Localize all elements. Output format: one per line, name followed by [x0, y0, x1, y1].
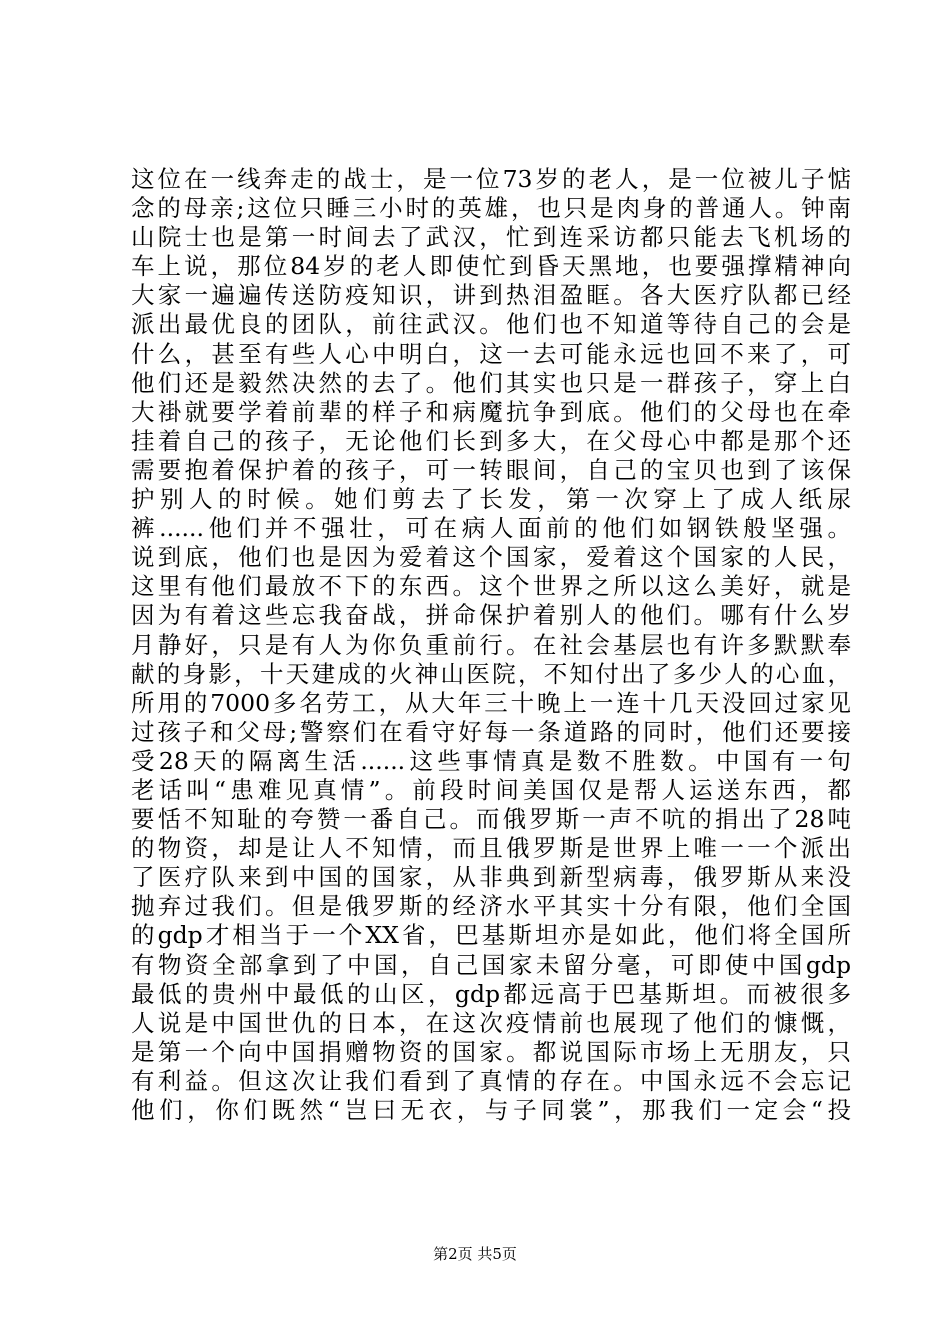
text-line: 车上说，那位84岁的老人即使忙到昏天黑地，也要强撑精神向	[131, 252, 851, 281]
text-line: 老话叫“患难见真情”。前段时间美国仅是帮人运送东西，都	[131, 775, 851, 804]
text-line: 大家一遍遍传送防疫知识，讲到热泪盈眶。各大医疗队都已经	[131, 281, 851, 310]
text-line: 是第一个向中国捐赠物资的国家。都说国际市场上无朋友，只	[131, 1037, 851, 1066]
text-line: 因为有着这些忘我奋战，拼命保护着别人的他们。哪有什么岁	[131, 601, 851, 630]
text-line: 这里有他们最放不下的东西。这个世界之所以这么美好，就是	[131, 572, 851, 601]
text-line: 裤......他们并不强壮，可在病人面前的他们如钢铁般坚强。	[131, 514, 851, 543]
text-line: 他们，你们既然“岂曰无衣，与子同裳”，那我们一定会“投	[131, 1096, 851, 1124]
body-paragraph	[131, 165, 851, 1125]
text-line: 有利益。但这次让我们看到了真情的存在。中国永远不会忘记	[131, 1066, 851, 1095]
text-line: 的物资，却是让人不知情，而且俄罗斯是世界上唯一一个派出	[131, 834, 851, 863]
text-line: 所用的7000多名劳工，从大年三十晚上一连十几天没回过家见	[131, 688, 851, 717]
text-line: 说到底，他们也是因为爱着这个国家，爱着这个国家的人民，	[131, 543, 851, 572]
text-line: 护别人的时候。她们剪去了长发，第一次穿上了成人纸尿	[131, 485, 851, 514]
text-line: 的gdp才相当于一个XX省，巴基斯坦亦是如此，他们将全国所	[131, 921, 851, 950]
text-line: 挂着自己的孩子，无论他们长到多大，在父母心中都是那个还	[131, 426, 851, 455]
text-line: 了医疗队来到中国的国家，从非典到新型病毒，俄罗斯从来没	[131, 863, 851, 892]
text-line: 抛弃过我们。但是俄罗斯的经济水平其实十分有限，他们全国	[131, 892, 851, 921]
text-line: 过孩子和父母;警察们在看守好每一条道路的同时，他们还要接	[131, 717, 851, 746]
page-footer-indicator: 第2页 共5页	[433, 1245, 517, 1263]
text-line: 要恬不知耻的夸赞一番自己。而俄罗斯一声不吭的捐出了28吨	[131, 805, 851, 834]
text-line: 月静好，只是有人为你负重前行。在社会基层也有许多默默奉	[131, 630, 851, 659]
text-line: 献的身影，十天建成的火神山医院，不知付出了多少人的心血，	[131, 659, 851, 688]
text-line: 念的母亲;这位只睡三小时的英雄，也只是肉身的普通人。钟南	[131, 194, 851, 223]
text-line: 派出最优良的团队，前往武汉。他们也不知道等待自己的会是	[131, 310, 851, 339]
text-line: 大褂就要学着前辈的样子和病魔抗争到底。他们的父母也在牵	[131, 397, 851, 426]
text-line: 受28天的隔离生活......这些事情真是数不胜数。中国有一句	[131, 746, 851, 775]
text-line: 什么，甚至有些人心中明白，这一去可能永远也回不来了，可	[131, 339, 851, 368]
text-line: 最低的贵州中最低的山区，gdp都远高于巴基斯坦。而被很多	[131, 979, 851, 1008]
text-line: 他们还是毅然决然的去了。他们其实也只是一群孩子，穿上白	[131, 368, 851, 397]
text-line: 人说是中国世仇的日本，在这次疫情前也展现了他们的慷慨，	[131, 1008, 851, 1037]
text-line: 有物资全部拿到了中国，自己国家未留分毫，可即使中国gdp	[131, 950, 851, 979]
text-line: 山院士也是第一时间去了武汉，忙到连采访都只能去飞机场的	[131, 223, 851, 252]
text-line: 需要抱着保护着的孩子，可一转眼间，自己的宝贝也到了该保	[131, 455, 851, 484]
text-line: 这位在一线奔走的战士，是一位73岁的老人，是一位被儿子惦	[131, 165, 851, 193]
